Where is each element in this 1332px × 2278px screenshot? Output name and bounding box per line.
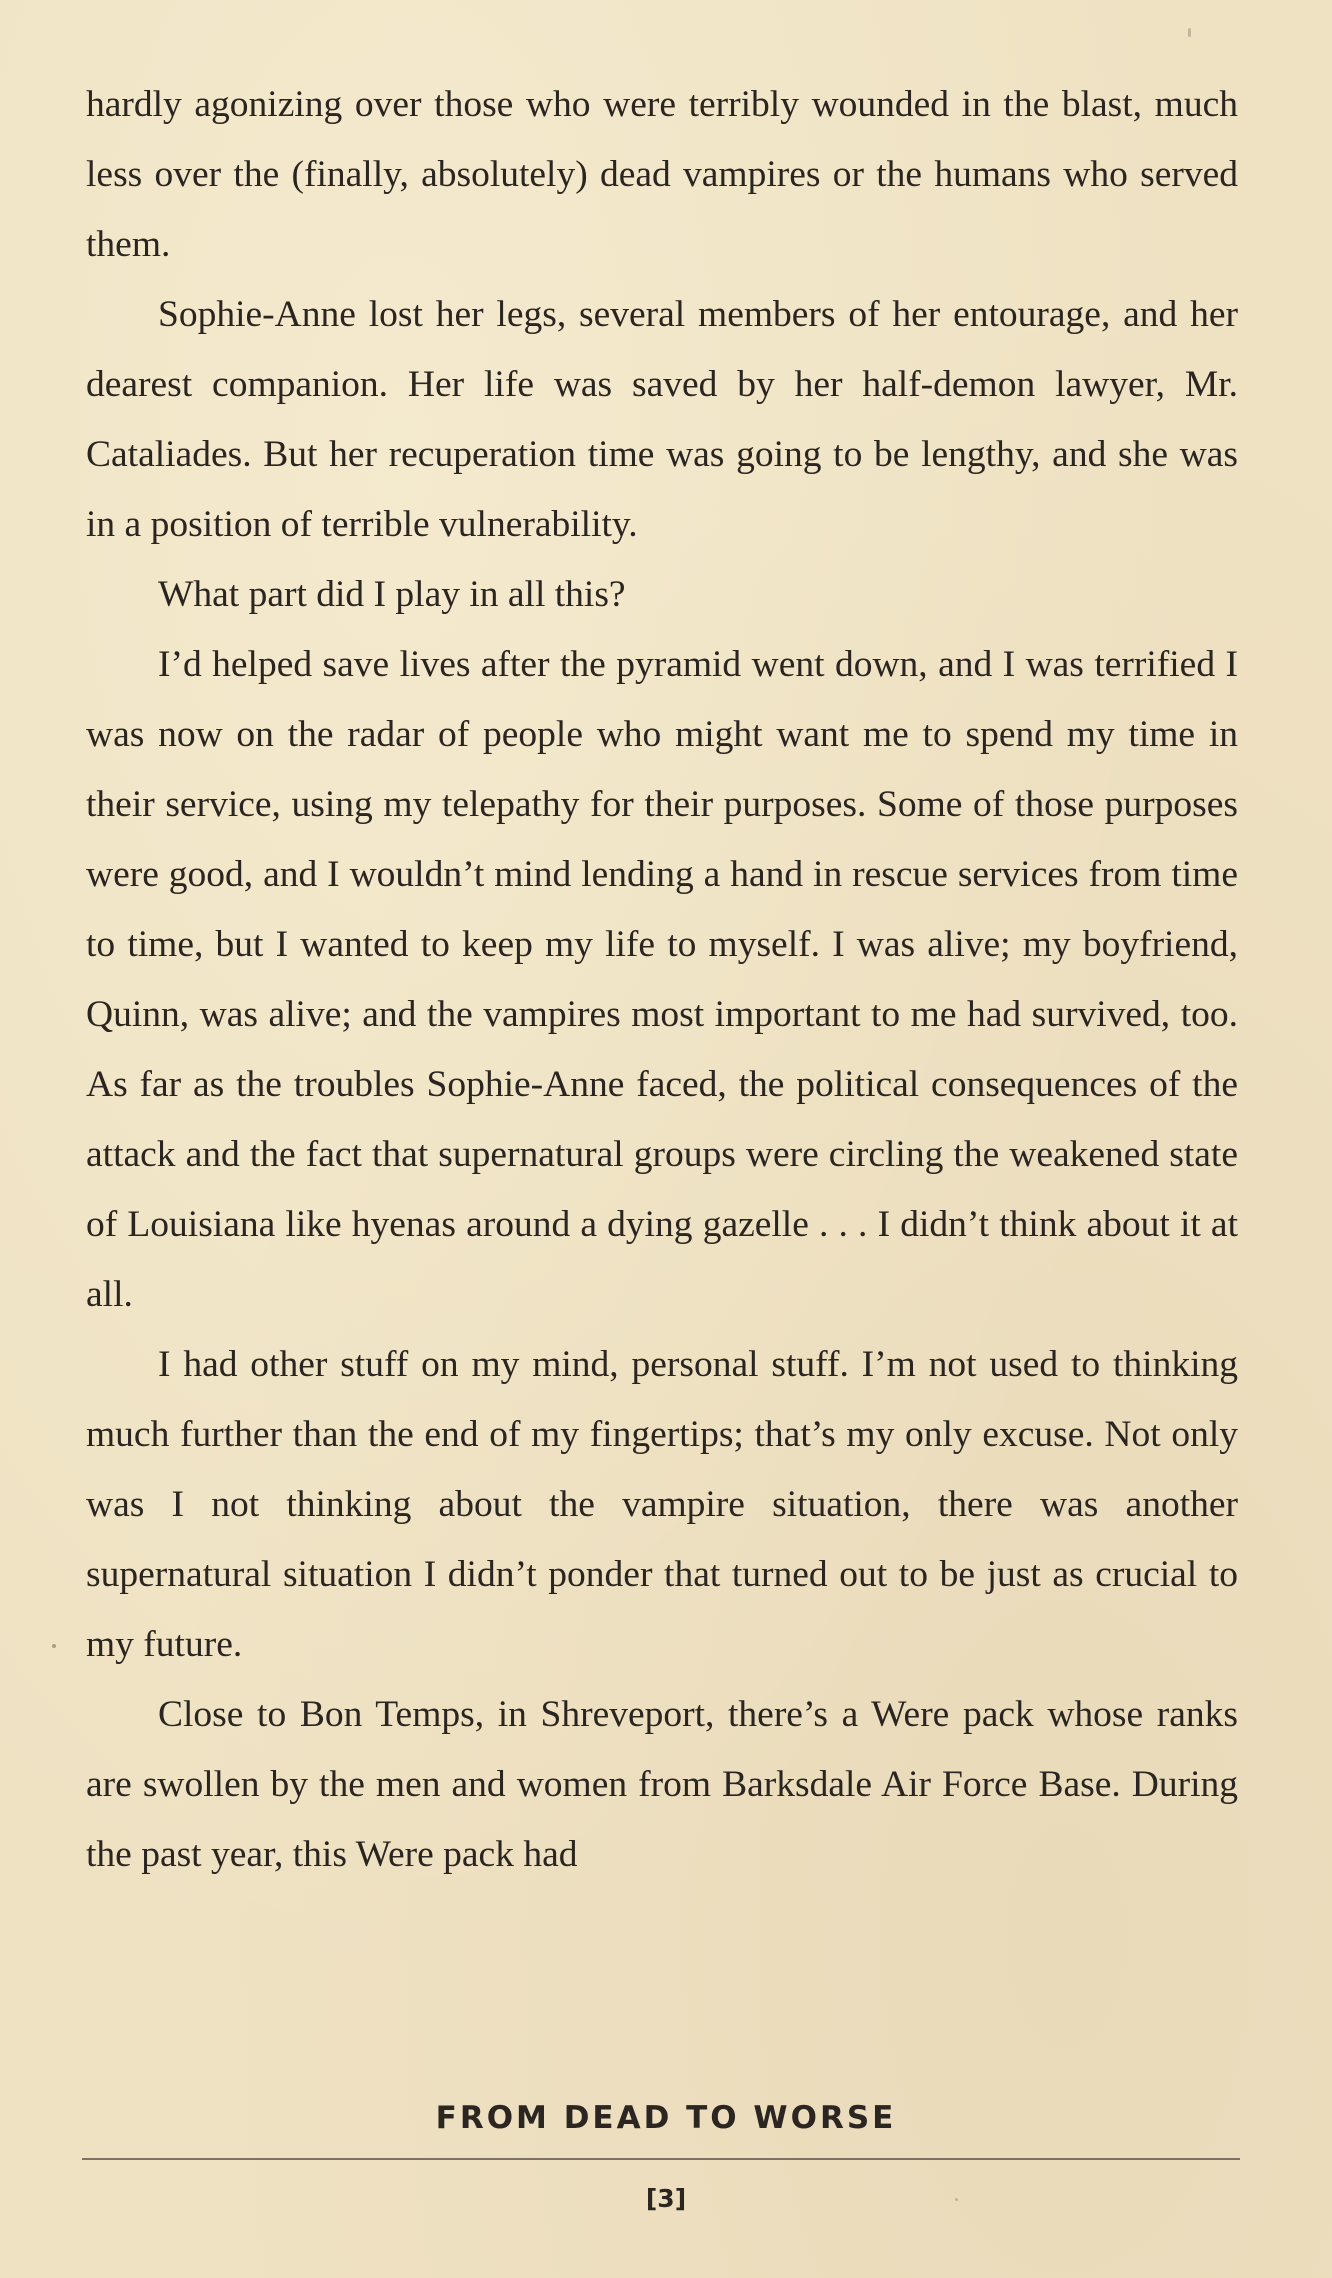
footer-rule (82, 2158, 1240, 2160)
paragraph-2: Sophie-Anne lost her legs, several members of her entourage, and her dearest companion. Her life was saved by her half-demon lawyer, Mr. Cataliades. But her recuperation time was going to be lengthy, and she was in a position of terrible vulnerability. (86, 294, 1238, 545)
paragraph-4: I’d helped save lives after the pyramid went down, and I was terrified I was now on the radar of people who might want me to spend my time in their service, using my telepathy for their purposes. Some of those purposes were good, and I wouldn’t mind lending a hand in rescue services from time to time, but I wanted to keep my life to myself. I was alive; my boyfriend, Quinn, was alive; and the vampires most important to me had survived, too. As far as the troubles Sophie-Anne faced, the political consequences of the attack and the fact that supernatural groups were circling the weakened state of Louisiana like hyenas around a dying gazelle . . . I didn’t think about it at all. (86, 644, 1238, 1315)
paragraph-6: Close to Bon Temps, in Shreveport, there’s a Were pack whose ranks are swollen by the men and women from Barksdale Air Force Base. During the past year, this Were pack had (86, 1694, 1238, 1875)
paragraph-1: hardly agonizing over those who were terribly wounded in the blast, much less over the (finally, absolutely) dead vampires or the humans who served them. (86, 84, 1238, 265)
paragraph-5: I had other stuff on my mind, personal stuff. I’m not used to thinking much further than the end of my fingertips; that’s my only excuse. Not only was I not thinking about the vampire situation, there was another supernatural situation I didn’t ponder that turned out to be just as crucial to my future. (86, 1344, 1238, 1665)
paper-speck (1188, 28, 1191, 37)
page-number: [3] (645, 2184, 687, 2213)
body-text (86, 70, 1238, 1890)
paper-speck (52, 1644, 56, 1648)
paragraph-3: What part did I play in all this? (158, 574, 626, 615)
running-footer-title: FROM DEAD TO WORSE (435, 2100, 897, 2136)
paper-speck (955, 2198, 958, 2201)
